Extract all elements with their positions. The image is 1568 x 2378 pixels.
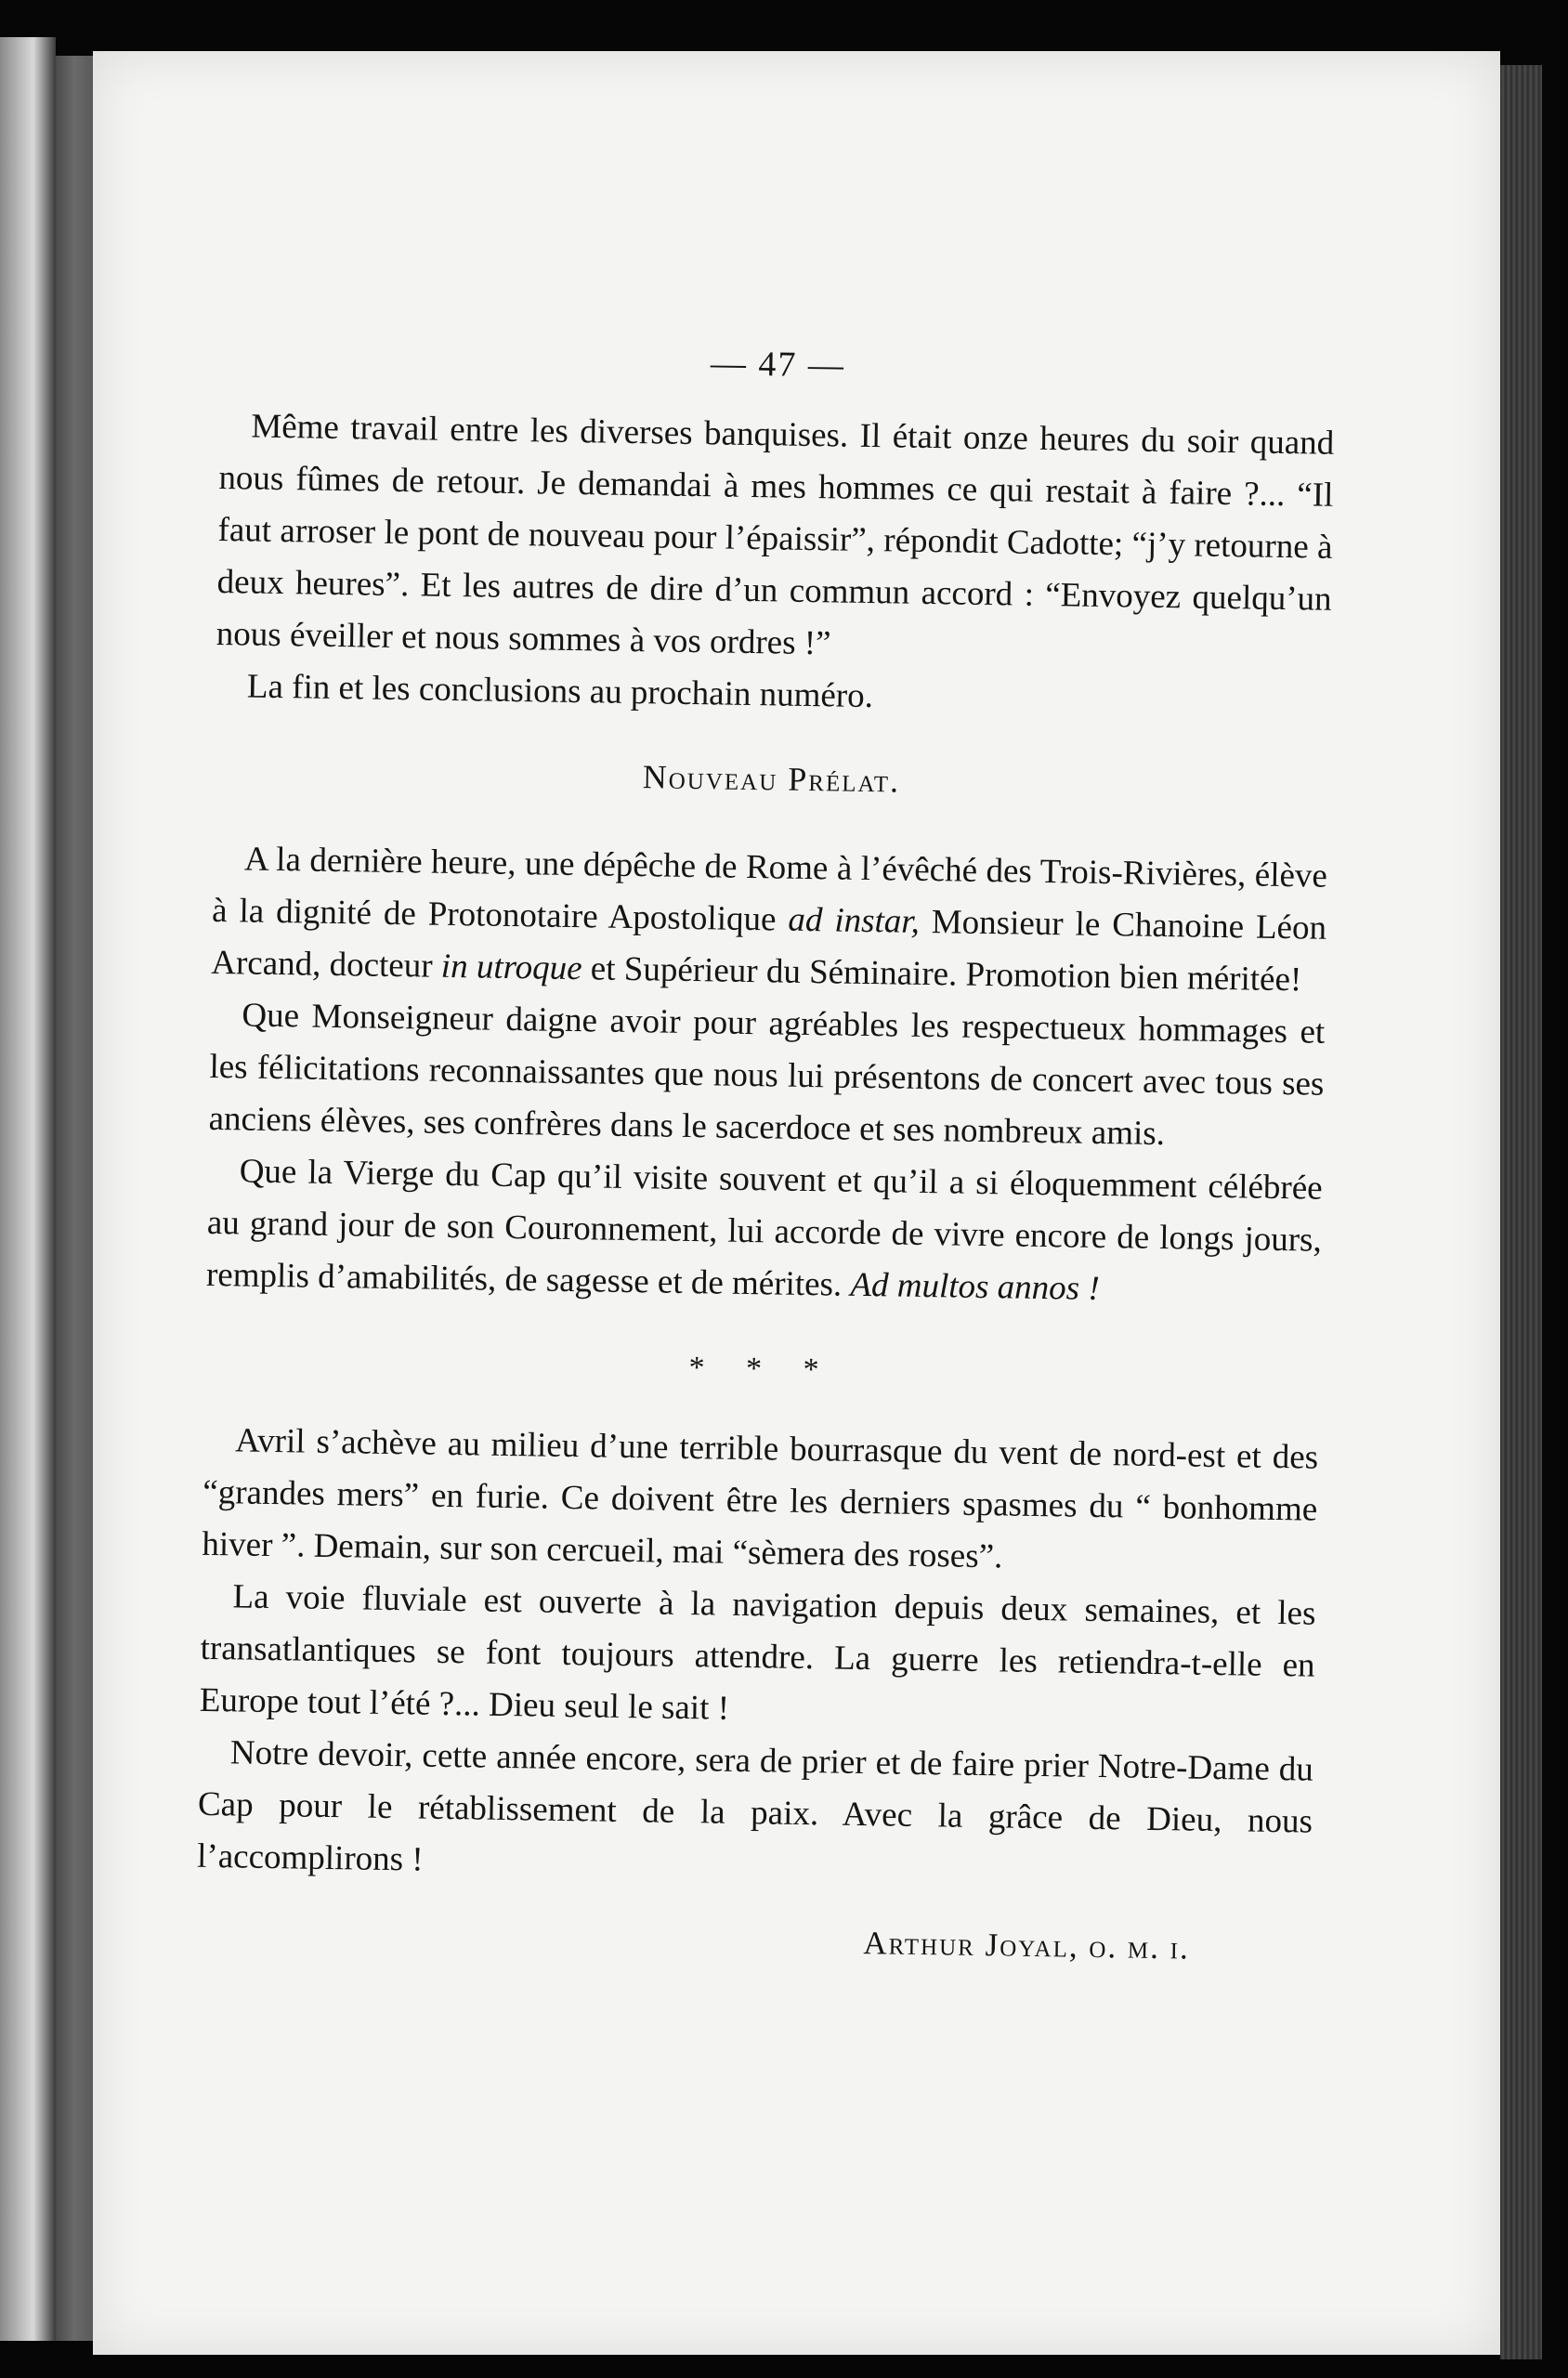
page-number: — 47 — xyxy=(710,344,846,385)
prelat-text-3: et Supérieur du Séminaire. Promotion bien méritée! xyxy=(581,949,1302,1000)
paragraph-hommages: Que Monseigneur daigne avoir pour agréables les respectueux hommages et les félicitations reconnaissantes que nous lui présentons de concert avec tous ses anciens élèves, ses confrères dans le sacerdoce et ses nombreux amis. xyxy=(208,996,1326,1154)
prelat-italic-in-utroque: in utroque xyxy=(440,947,582,988)
book-page xyxy=(93,51,1500,2355)
paragraph-voie-fluviale: La voie fluviale est ouverte à la navigation depuis deux semaines, et les transatlantiques se font toujours attendre. La guerre les retiendra-t-elle en Europe tout l’été ?... Dieu seul le sait ! xyxy=(199,1577,1316,1728)
prelat-text-2: Monsieur le Chanoine Léon Arcand, docteur xyxy=(210,902,1327,986)
paragraph-conclusion-notice: La fin et les conclusions au prochain numéro. xyxy=(246,667,874,716)
book-binding xyxy=(56,56,93,2341)
paragraph-vierge-du-cap xyxy=(206,1145,1323,1319)
paragraph-avril: Avril s’achève au milieu d’une terrible bourrasque du vent de nord-est et des “grandes mers” en furie. Ce doivent être les derniers spasmes du “ bonhomme hiver ”. Demain, sur son cercueil, mai “sèmera des roses”. xyxy=(202,1421,1319,1576)
paragraph-prelat-announcement xyxy=(211,833,1327,1007)
italic-ad-multos-annos: Ad multos annos ! xyxy=(850,1265,1101,1308)
left-page-edge xyxy=(0,37,56,2341)
paragraph-banquises: Même travail entre les diverses banquises. Il était onze heures du soir quand nous fûmes de retour. Je demandai à mes hommes ce qui restait à faire ?... “Il faut arroser le pont de nouveau pour l’épaissir”, répondit Cadotte; “j’y retourne à deux heures”. Et les autres de dire d’un commun accord : “Envoyez quelqu’un nous éveiller et nous sommes à vos ordres !” xyxy=(216,407,1335,663)
section-title: Nouveau Prélat. xyxy=(642,758,901,800)
paragraph-notre-devoir: Notre devoir, cette année encore, sera de prier et de faire prier Notre-Dame du Cap pour le rétablissement de la paix. Avec la grâce de Dieu, nous l’accomplirons ! xyxy=(196,1733,1314,1879)
author-signature: Arthur Joyal, o. m. i. xyxy=(863,1925,1191,1966)
separator-stars: * * * xyxy=(688,1351,836,1388)
right-page-edges xyxy=(1500,65,1542,2359)
prelat-text-1: A la dernière heure, une dépêche de Rome à l’évêché des Trois-Rivières, élève à la dignité de Protonotaire Apostolique xyxy=(211,840,1328,939)
prelat-italic-ad-instar: ad instar, xyxy=(788,900,921,941)
page-content xyxy=(195,330,1335,1977)
vierge-text: Que la Vierge du Cap qu’il visite souvent et qu’il a si éloquemment célébrée au grand jour de son Couronnement, lui accorde de vivre encore de longs jours, remplis d’amabilités, de sagesse et de mérites. xyxy=(205,1152,1323,1304)
